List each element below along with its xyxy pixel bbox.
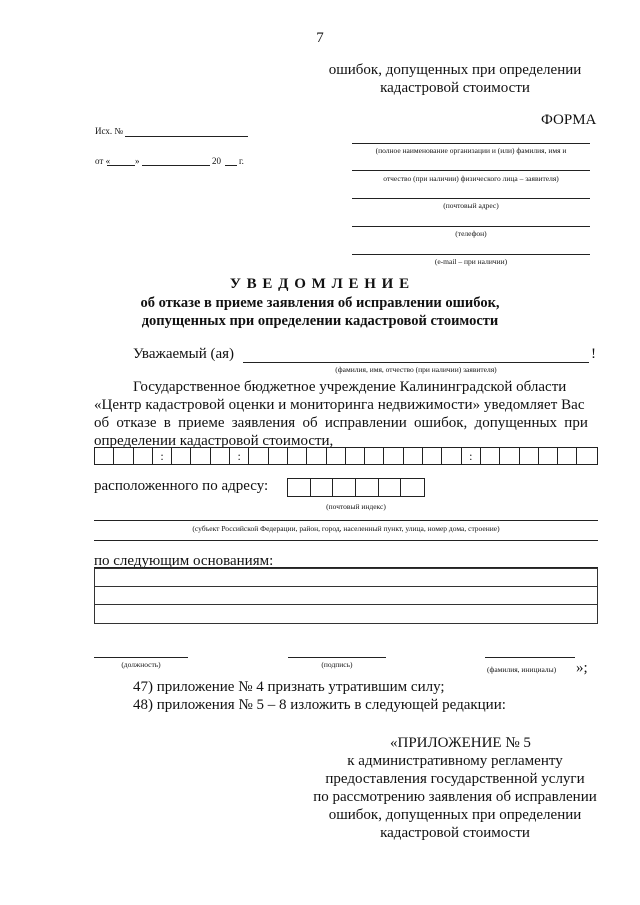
notice-title: У В Е Д О М Л Е Н И Е <box>229 276 411 292</box>
cadastral-cell <box>307 448 326 464</box>
cadastral-cell <box>500 448 519 464</box>
cadastral-cell: : <box>462 448 481 464</box>
cadastral-cell: : <box>230 448 249 464</box>
postal-cell <box>401 479 424 496</box>
notice-subtitle-2: допущенных при определении кадастровой стоимости <box>141 313 499 329</box>
recipient-caption-phone: (телефон) <box>455 229 487 238</box>
address-label: расположенного по адресу: <box>94 478 269 494</box>
recipient-caption-name: (полное наименование организации и (или) фамилия, имя и <box>375 146 567 155</box>
cadastral-cell <box>558 448 577 464</box>
cadastral-cell <box>346 448 365 464</box>
postal-cell <box>288 479 311 496</box>
outgoing-date-prefix: от « <box>95 156 111 166</box>
outgoing-year-line <box>225 165 237 166</box>
appendix-line-5: кадастровой стоимости <box>380 825 530 841</box>
cadastral-cell <box>423 448 442 464</box>
cadastral-cell <box>269 448 288 464</box>
cadastral-cell <box>481 448 500 464</box>
signature-line <box>288 657 386 658</box>
grounds-label: по следующим основаниям: <box>94 553 274 569</box>
cadastral-cell <box>172 448 191 464</box>
salutation-caption: (фамилия, имя, отчество (при наличии) заявителя) <box>335 365 497 374</box>
cadastral-cell <box>365 448 384 464</box>
cadastral-cell <box>442 448 461 464</box>
appendix-title: «ПРИЛОЖЕНИЕ № 5 <box>390 735 531 751</box>
amendment-48: 48) приложения № 5 – 8 изложить в следующей редакции: <box>133 697 506 713</box>
body-line-2: «Центр кадастровой оценки и мониторинга недвижимости» уведомляет Вас <box>94 397 585 413</box>
recipient-caption-patronymic: отчество (при наличии) физического лица – заявителя) <box>383 174 559 183</box>
cadastral-cell <box>327 448 346 464</box>
appendix-line-3: по рассмотрению заявления об исправлении <box>313 789 597 805</box>
name-caption: (фамилия, инициалы) <box>487 665 557 674</box>
address-line <box>94 520 598 521</box>
cadastral-cell <box>539 448 558 464</box>
address-line-2 <box>94 540 598 541</box>
outgoing-date-month-line <box>142 165 210 166</box>
body-line-4: определении кадастровой стоимости, <box>94 433 334 449</box>
postal-cell <box>379 479 402 496</box>
recipient-line-address <box>352 198 590 199</box>
appendix-line-2: предоставления государственной услуги <box>325 771 585 787</box>
postal-cell <box>311 479 334 496</box>
recipient-line-email <box>352 254 590 255</box>
cadastral-cell <box>191 448 210 464</box>
cadastral-cell <box>288 448 307 464</box>
cadastral-cell <box>384 448 403 464</box>
outgoing-date-day-line <box>107 165 135 166</box>
recipient-line-2 <box>352 170 590 171</box>
body-line-1: Государственное бюджетное учреждение Калининградской области <box>133 379 567 395</box>
cadastral-cell <box>520 448 539 464</box>
cadastral-cell <box>404 448 423 464</box>
recipient-line-phone <box>352 226 590 227</box>
header-continuation-line2: кадастровой стоимости <box>380 80 530 96</box>
postal-cell <box>333 479 356 496</box>
position-caption: (должность) <box>121 660 161 669</box>
address-caption: (субъект Российской Федерации, район, город, населенный пункт, улица, номер дома, строение) <box>192 524 500 533</box>
position-line <box>94 657 188 658</box>
recipient-caption-address: (почтовый адрес) <box>443 201 499 210</box>
appendix-line-1: к административному регламенту <box>347 753 563 769</box>
amendment-47: 47) приложение № 4 признать утратившим силу; <box>133 679 445 695</box>
grounds-grid <box>94 568 598 624</box>
outgoing-number-line <box>125 136 248 137</box>
recipient-line-1 <box>352 143 590 144</box>
postal-code-cells <box>287 478 425 497</box>
cadastral-cell <box>114 448 133 464</box>
grounds-row <box>95 605 597 623</box>
outgoing-date-quote-close: » <box>135 156 140 166</box>
notice-subtitle-1: об отказе в приеме заявления об исправлении ошибок, <box>140 295 500 311</box>
cadastral-number-cells <box>94 447 598 465</box>
cadastral-cell: : <box>153 448 172 464</box>
postal-cell <box>356 479 379 496</box>
closing-quote: »; <box>576 660 588 676</box>
outgoing-year-prefix: 20 <box>212 156 221 166</box>
salutation-line <box>243 362 589 363</box>
cadastral-cell <box>577 448 596 464</box>
name-line <box>485 657 575 658</box>
cadastral-cell <box>134 448 153 464</box>
salutation-text: Уважаемый (ая) <box>133 346 235 362</box>
header-continuation-line1: ошибок, допущенных при определении <box>328 62 582 78</box>
outgoing-year-suffix: г. <box>239 156 244 166</box>
postal-code-caption: (почтовый индекс) <box>326 502 386 511</box>
body-line-3: об отказе в приеме заявления об исправлении ошибок, допущенных при <box>94 415 588 431</box>
recipient-caption-email: (e-mail – при наличии) <box>434 257 508 266</box>
signature-caption: (подпись) <box>321 660 353 669</box>
appendix-line-4: ошибок, допущенных при определении <box>328 807 582 823</box>
grounds-row <box>95 569 597 587</box>
cadastral-cell <box>95 448 114 464</box>
grounds-row <box>95 587 597 605</box>
outgoing-number-label: Исх. № <box>95 126 123 136</box>
form-label: ФОРМА <box>541 112 597 128</box>
cadastral-cell <box>249 448 268 464</box>
cadastral-cell <box>211 448 230 464</box>
salutation-exclamation: ! <box>591 346 596 362</box>
page-number: 7 <box>316 30 324 46</box>
